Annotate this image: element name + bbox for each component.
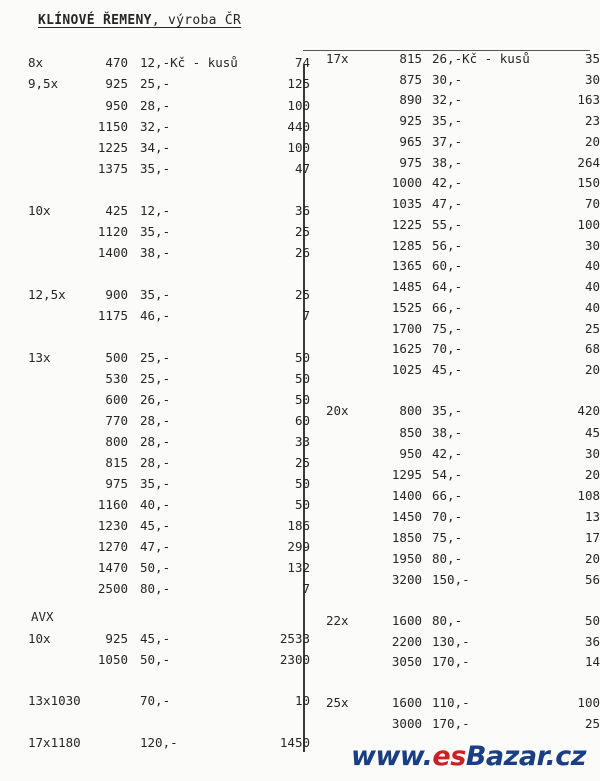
row-quantity: 25 <box>294 455 310 470</box>
row-length: 1225 <box>391 217 422 232</box>
row-length: 815 <box>399 51 422 66</box>
table-row <box>28 495 312 515</box>
row-price: 34,- <box>140 140 171 155</box>
row-length: 1625 <box>391 341 422 356</box>
title-suffix: , výroba ČR <box>151 13 242 28</box>
table-row <box>28 138 312 158</box>
left-price-table <box>28 53 312 753</box>
table-row <box>28 348 312 368</box>
table-row <box>326 714 600 734</box>
table-row <box>326 528 600 548</box>
row-quantity: 7 <box>302 308 310 323</box>
watermark-logo <box>351 741 586 772</box>
row-quantity: 7 <box>302 581 310 596</box>
row-quantity: 33 <box>294 434 310 449</box>
row-quantity: 25 <box>584 716 600 731</box>
row-price: 32,- <box>432 92 463 107</box>
row-length: 425 <box>105 203 128 218</box>
row-price: 38,- <box>432 155 463 170</box>
row-length: 925 <box>105 76 128 91</box>
row-price: 28,- <box>140 434 171 449</box>
row-price: 70,- <box>140 693 171 708</box>
table-row <box>326 570 600 590</box>
table-row <box>28 558 312 578</box>
row-price: 45,- <box>432 362 463 377</box>
row-quantity: 13 <box>584 509 600 524</box>
logo-brand-bazar: Bazar <box>465 741 546 772</box>
row-quantity: 26 <box>294 245 310 260</box>
row-quantity: 36 <box>294 203 310 218</box>
table-row <box>28 285 312 305</box>
row-length: 3050 <box>391 654 422 669</box>
row-price: 47,- <box>432 196 463 211</box>
row-length: 1230 <box>97 518 128 533</box>
row-length: 1035 <box>391 196 422 211</box>
row-price: 80,- <box>432 551 463 566</box>
row-price: 25,- <box>140 350 171 365</box>
row-prefix: 9,5x <box>28 76 59 91</box>
table-row <box>326 465 600 485</box>
row-price: 35,- <box>140 476 171 491</box>
row-length: 1950 <box>391 551 422 566</box>
table-row <box>28 474 312 494</box>
row-quantity: 50 <box>294 497 310 512</box>
row-quantity: 100 <box>577 217 600 232</box>
row-length: 1295 <box>391 467 422 482</box>
row-price: 110,- <box>432 695 470 710</box>
row-price: 70,- <box>432 509 463 524</box>
row-length: 1050 <box>97 652 128 667</box>
table-row <box>28 53 312 73</box>
row-price: 170,- <box>432 716 470 731</box>
row-quantity: 40 <box>584 258 600 273</box>
row-price: 120,- <box>140 735 178 750</box>
row-length: 1285 <box>391 238 422 253</box>
row-quantity: 100 <box>577 695 600 710</box>
row-price: 80,- <box>432 613 463 628</box>
table-row <box>326 632 600 652</box>
row-quantity: 20 <box>584 134 600 149</box>
row-length: 2200 <box>391 634 422 649</box>
row-prefix: 22x <box>326 613 349 628</box>
table-row <box>28 96 312 116</box>
avx-section-label: AVX <box>31 609 54 624</box>
row-length: 3200 <box>391 572 422 587</box>
row-length: 1525 <box>391 300 422 315</box>
row-quantity: 186 <box>287 518 310 533</box>
table-row <box>326 90 600 110</box>
row-price: 47,- <box>140 539 171 554</box>
row-prefix: 8x <box>28 55 44 70</box>
row-prefix: 17x <box>326 51 349 66</box>
row-quantity: 420 <box>577 403 600 418</box>
document-title <box>38 13 241 28</box>
row-quantity: 36 <box>584 634 600 649</box>
table-row <box>28 629 312 649</box>
row-quantity: 17 <box>584 530 600 545</box>
row-quantity: 50 <box>294 371 310 386</box>
table-row <box>28 201 312 221</box>
row-quantity: 125 <box>287 76 310 91</box>
row-quantity: 68 <box>584 341 600 356</box>
row-length: 850 <box>399 425 422 440</box>
row-prefix: 25x <box>326 695 349 710</box>
row-length: 965 <box>399 134 422 149</box>
row-quantity: 100 <box>287 98 310 113</box>
table-row <box>326 423 600 443</box>
table-row <box>28 390 312 410</box>
row-price: 28,- <box>140 455 171 470</box>
row-price: 35,- <box>140 161 171 176</box>
table-row <box>326 132 600 152</box>
row-quantity: 45 <box>584 425 600 440</box>
row-price: 55,- <box>432 217 463 232</box>
row-quantity: 25 <box>294 224 310 239</box>
row-length: 1150 <box>97 119 128 134</box>
row-quantity: 30 <box>584 72 600 87</box>
row-length: 1270 <box>97 539 128 554</box>
row-price: 54,- <box>432 467 463 482</box>
table-row <box>326 215 600 235</box>
row-quantity: 150 <box>577 175 600 190</box>
row-price: 26,- <box>140 392 171 407</box>
row-length: 1375 <box>97 161 128 176</box>
row-length: 1365 <box>391 258 422 273</box>
row-quantity: 35 <box>584 51 600 66</box>
table-row <box>326 693 600 713</box>
row-prefix: 12,5x <box>28 287 66 302</box>
table-row <box>326 173 600 193</box>
table-row <box>326 486 600 506</box>
row-length: 1485 <box>391 279 422 294</box>
row-length: 1120 <box>97 224 128 239</box>
table-row <box>28 306 312 326</box>
table-row <box>326 401 600 421</box>
row-price: 35,- <box>140 224 171 239</box>
row-price: 38,- <box>432 425 463 440</box>
row-price: 66,- <box>432 488 463 503</box>
table-row <box>28 411 312 431</box>
row-price: 75,- <box>432 530 463 545</box>
table-row <box>326 49 600 69</box>
row-length: 925 <box>105 631 128 646</box>
row-length: 3000 <box>391 716 422 731</box>
row-price: 26,-Kč - kusů <box>432 51 530 66</box>
row-price: 66,- <box>432 300 463 315</box>
table-row <box>326 444 600 464</box>
table-row <box>326 339 600 359</box>
row-quantity: 2300 <box>279 652 310 667</box>
logo-prefix: www. <box>351 741 433 772</box>
row-price: 12,- <box>140 203 171 218</box>
row-price: 50,- <box>140 560 171 575</box>
table-row <box>326 277 600 297</box>
row-price: 75,- <box>432 321 463 336</box>
table-row <box>28 222 312 242</box>
row-length: 975 <box>399 155 422 170</box>
row-quantity: 25 <box>584 321 600 336</box>
row-length: 950 <box>105 98 128 113</box>
row-quantity: 23 <box>584 113 600 128</box>
row-price: 25,- <box>140 76 171 91</box>
row-length: 1850 <box>391 530 422 545</box>
row-price: 40,- <box>140 497 171 512</box>
row-length: 1470 <box>97 560 128 575</box>
table-row <box>326 611 600 631</box>
row-length: 770 <box>105 413 128 428</box>
row-length: 1175 <box>97 308 128 323</box>
row-length: 470 <box>105 55 128 70</box>
row-price: 35,- <box>140 287 171 302</box>
table-row <box>326 236 600 256</box>
table-row <box>326 111 600 131</box>
table-row <box>326 360 600 380</box>
row-price: 64,- <box>432 279 463 294</box>
row-quantity: 299 <box>287 539 310 554</box>
row-price: 46,- <box>140 308 171 323</box>
row-length: 875 <box>399 72 422 87</box>
right-price-table <box>326 49 600 739</box>
row-price: 28,- <box>140 413 171 428</box>
row-price: 35,- <box>432 113 463 128</box>
row-length: 890 <box>399 92 422 107</box>
table-row <box>28 117 312 137</box>
row-price: 42,- <box>432 446 463 461</box>
row-quantity: 74 <box>294 55 310 70</box>
row-quantity: 14 <box>584 654 600 669</box>
row-length: 975 <box>105 476 128 491</box>
row-length: 950 <box>399 446 422 461</box>
row-prefix: 10x <box>28 203 51 218</box>
row-length: 800 <box>105 434 128 449</box>
row-length: 600 <box>105 392 128 407</box>
table-row <box>326 194 600 214</box>
row-price: 25,- <box>140 371 171 386</box>
title-main: KLÍNOVÉ ŘEMENY <box>38 13 152 28</box>
row-quantity: 25 <box>294 287 310 302</box>
table-row <box>28 733 312 753</box>
row-length: 815 <box>105 455 128 470</box>
row-price: 150,- <box>432 572 470 587</box>
row-length: 1600 <box>391 695 422 710</box>
row-quantity: 264 <box>577 155 600 170</box>
table-row <box>326 153 600 173</box>
row-length: 1700 <box>391 321 422 336</box>
row-length: 925 <box>399 113 422 128</box>
table-row <box>326 507 600 527</box>
row-quantity: 56 <box>584 572 600 587</box>
row-prefix: 13x1030 <box>28 693 81 708</box>
row-quantity: 50 <box>294 392 310 407</box>
row-quantity: 20 <box>584 551 600 566</box>
row-price: 30,- <box>432 72 463 87</box>
row-quantity: 30 <box>584 238 600 253</box>
row-quantity: 163 <box>577 92 600 107</box>
row-quantity: 132 <box>287 560 310 575</box>
logo-brand-es: es <box>432 741 466 772</box>
row-price: 70,- <box>432 341 463 356</box>
row-quantity: 50 <box>584 613 600 628</box>
row-length: 800 <box>399 403 422 418</box>
row-price: 42,- <box>432 175 463 190</box>
row-length: 1025 <box>391 362 422 377</box>
table-row <box>28 650 312 670</box>
row-quantity: 47 <box>294 161 310 176</box>
row-price: 130,- <box>432 634 470 649</box>
row-prefix: 13x <box>28 350 51 365</box>
row-quantity: 1450 <box>279 735 310 750</box>
row-quantity: 60 <box>294 413 310 428</box>
row-quantity: 100 <box>287 140 310 155</box>
logo-suffix: .cz <box>545 741 586 772</box>
row-prefix: 10x <box>28 631 51 646</box>
table-row <box>28 579 312 599</box>
row-length: 1225 <box>97 140 128 155</box>
table-row <box>326 549 600 569</box>
row-quantity: 440 <box>287 119 310 134</box>
row-quantity: 20 <box>584 467 600 482</box>
row-price: 12,-Kč - kusů <box>140 55 238 70</box>
row-length: 500 <box>105 350 128 365</box>
row-price: 32,- <box>140 119 171 134</box>
row-price: 45,- <box>140 518 171 533</box>
row-price: 35,- <box>432 403 463 418</box>
table-row <box>326 652 600 672</box>
row-price: 45,- <box>140 631 171 646</box>
row-prefix: 20x <box>326 403 349 418</box>
row-quantity: 40 <box>584 300 600 315</box>
table-row <box>28 516 312 536</box>
table-row <box>28 159 312 179</box>
row-quantity: 20 <box>584 362 600 377</box>
row-price: 56,- <box>432 238 463 253</box>
table-row <box>28 453 312 473</box>
row-price: 170,- <box>432 654 470 669</box>
table-row <box>28 74 312 94</box>
row-price: 28,- <box>140 98 171 113</box>
row-length: 900 <box>105 287 128 302</box>
table-row <box>326 298 600 318</box>
row-length: 1000 <box>391 175 422 190</box>
row-length: 1400 <box>97 245 128 260</box>
row-price: 38,- <box>140 245 171 260</box>
row-quantity: 40 <box>584 279 600 294</box>
row-length: 1160 <box>97 497 128 512</box>
table-row <box>28 432 312 452</box>
row-length: 1600 <box>391 613 422 628</box>
table-row <box>28 691 312 711</box>
row-length: 2500 <box>97 581 128 596</box>
row-length: 530 <box>105 371 128 386</box>
row-quantity: 50 <box>294 350 310 365</box>
row-quantity: 10 <box>294 693 310 708</box>
table-row <box>28 243 312 263</box>
table-row <box>28 537 312 557</box>
table-row <box>326 70 600 90</box>
row-quantity: 30 <box>584 446 600 461</box>
table-row <box>28 369 312 389</box>
table-row <box>326 319 600 339</box>
row-price: 37,- <box>432 134 463 149</box>
row-length: 1400 <box>391 488 422 503</box>
table-row <box>326 256 600 276</box>
row-quantity: 50 <box>294 476 310 491</box>
row-price: 50,- <box>140 652 171 667</box>
row-length: 1450 <box>391 509 422 524</box>
row-quantity: 2533 <box>279 631 310 646</box>
row-prefix: 17x1180 <box>28 735 81 750</box>
row-price: 60,- <box>432 258 463 273</box>
row-price: 80,- <box>140 581 171 596</box>
row-quantity: 108 <box>577 488 600 503</box>
row-quantity: 70 <box>584 196 600 211</box>
